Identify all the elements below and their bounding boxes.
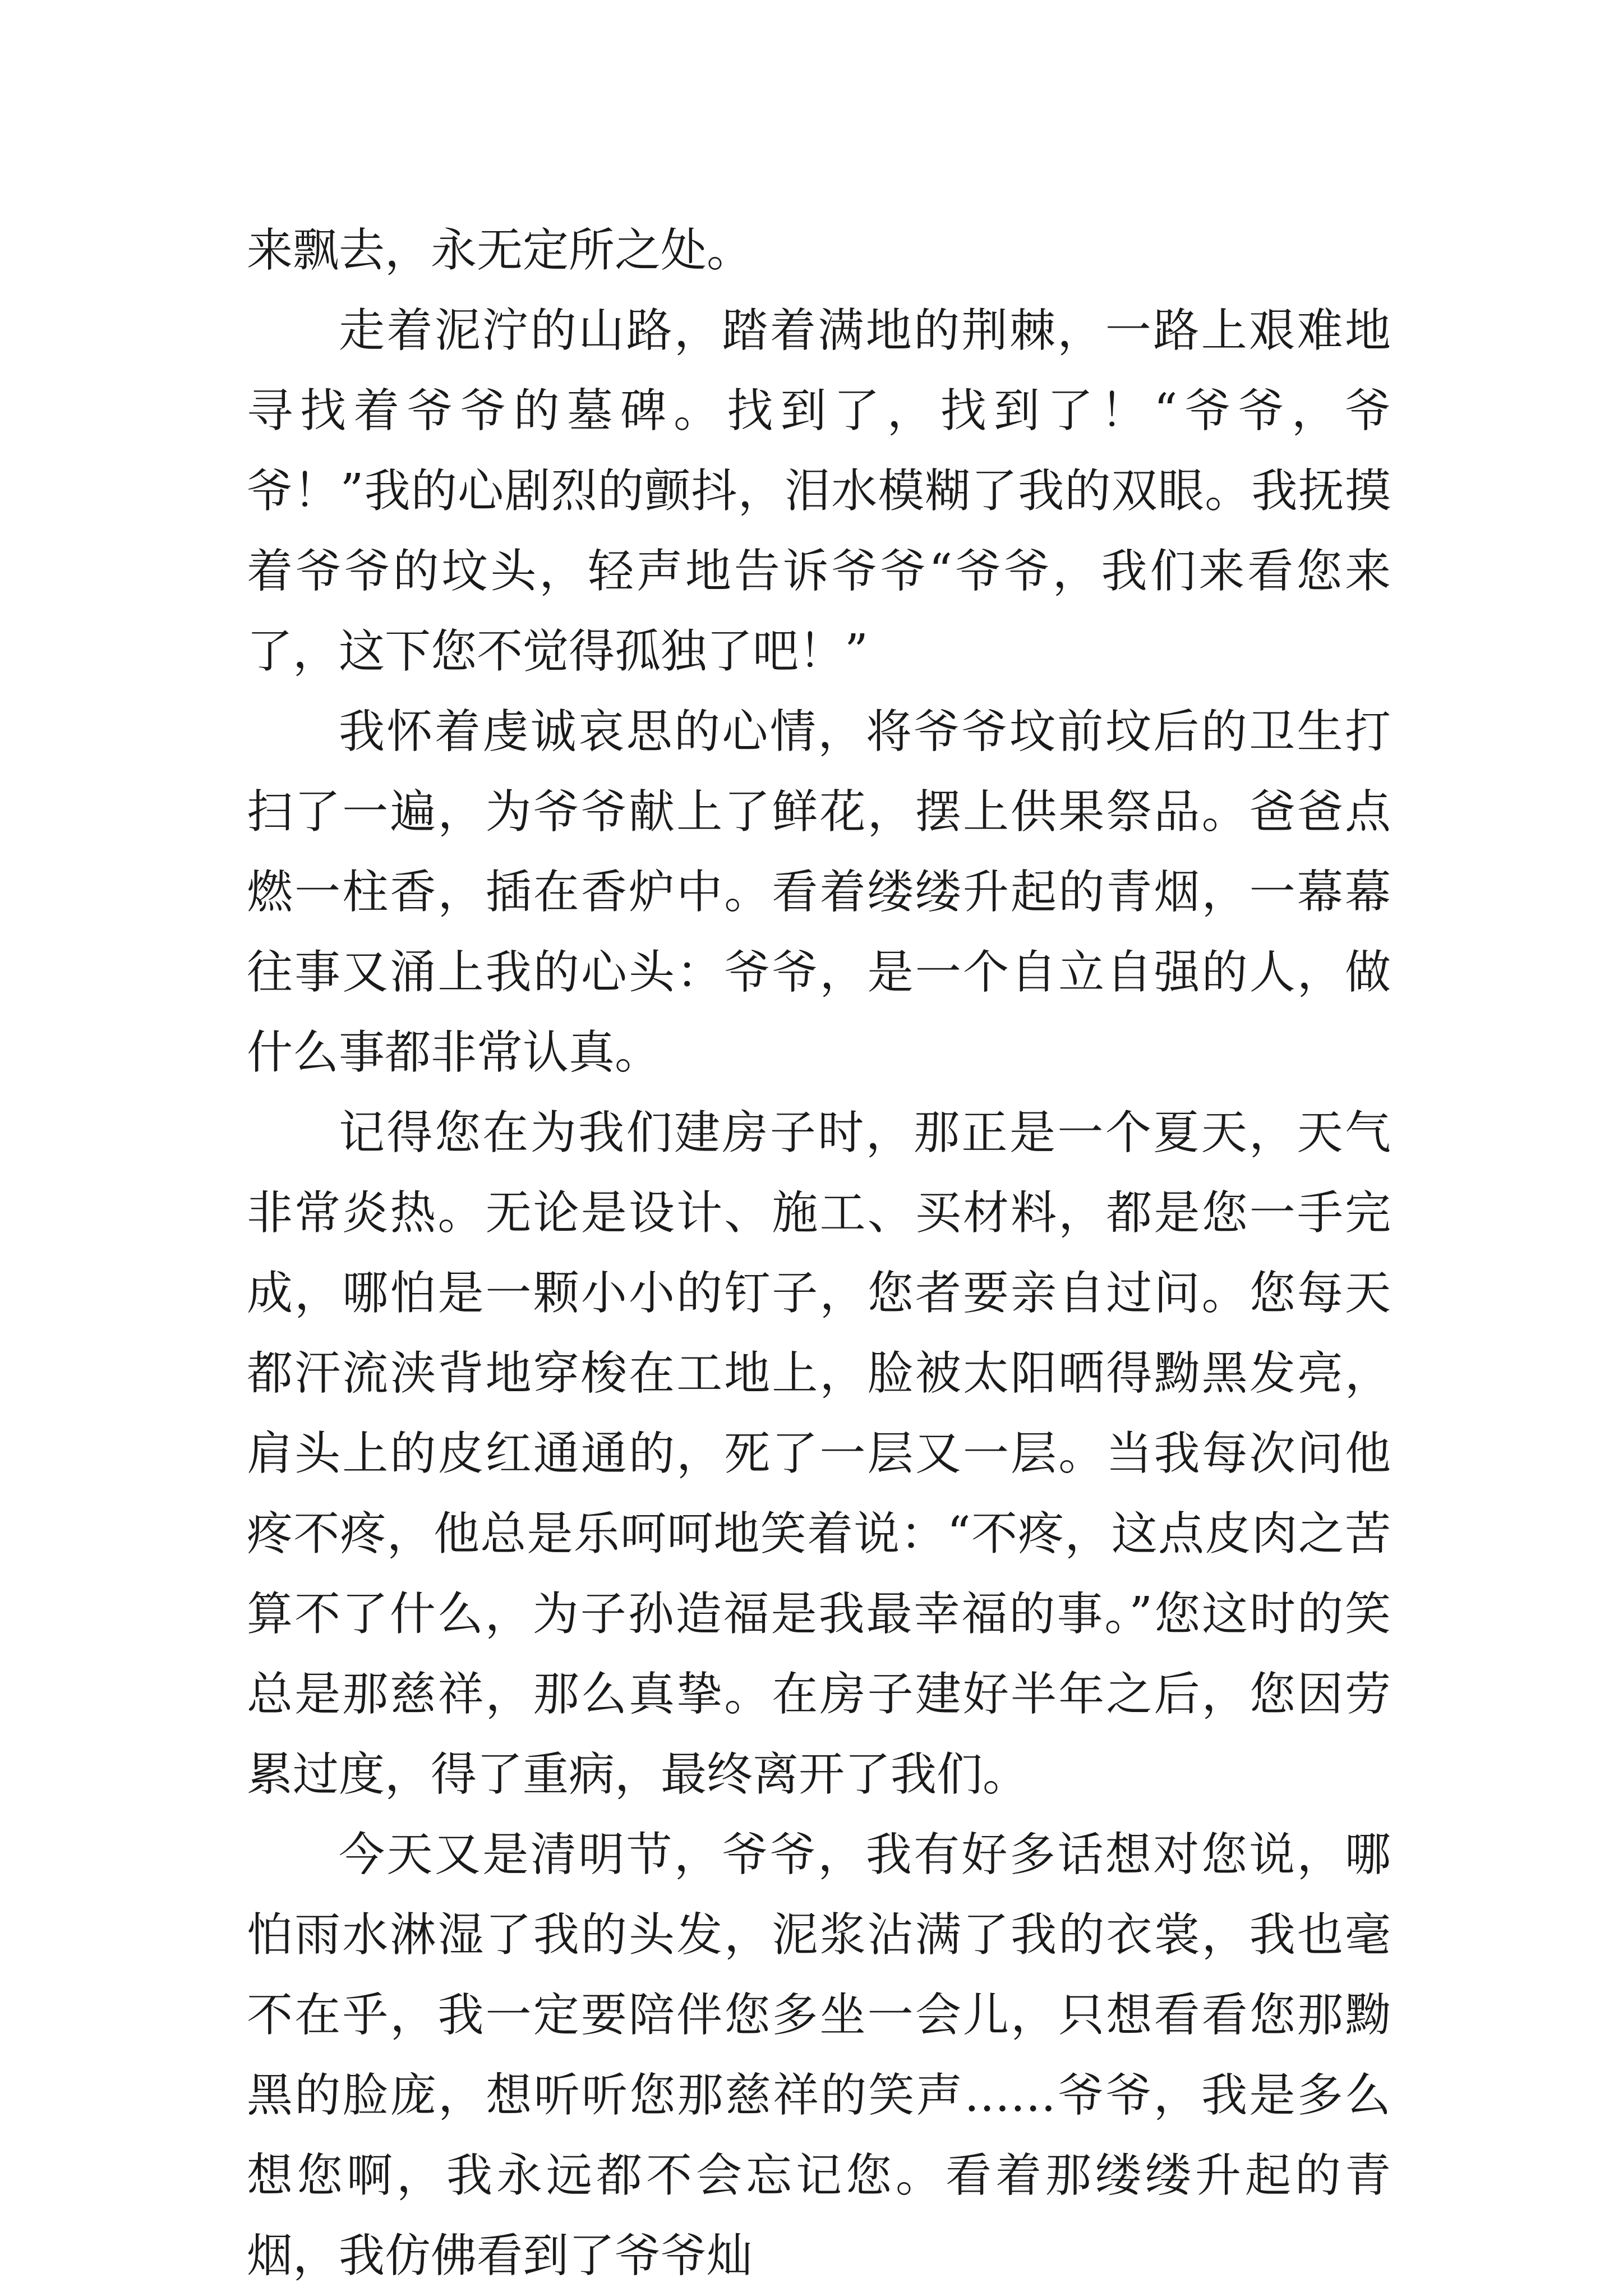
paragraph-qingming-day: 今天又是清明节，爷爷，我有好多话想对您说，哪怕雨水淋湿了我的头发，泥浆沾满了我的衣裳，我也毫不在乎，我一定要陪伴您多坐一会儿，只想看看您那黝黑的脸庞，想听听您那慈祥的笑声……爷爷，我是多么想您啊，我永远都不会忘记您。看着那缕缕升起的青烟，我仿佛看到了爷爷灿 — [247, 1828, 1391, 2283]
paragraph-continuation: 来飘去，永无定所之处。 — [247, 224, 753, 277]
document-body — [247, 210, 1391, 2296]
paragraph-sweeping-tomb: 我怀着虔诚哀思的心情，将爷爷坟前坟后的卫生打扫了一遍，为爷爷献上了鲜花，摆上供果祭品。爸爸点燃一柱香，插在香炉中。看着缕缕升起的青烟，一幕幕往事又涌上我的心头：爷爷，是一个自立自强的人，做什么事都非常认真。 — [247, 705, 1391, 1079]
paragraph-mountain-road: 走着泥泞的山路，踏着满地的荆棘，一路上艰难地寻找着爷爷的墓碑。找到了，找到了！“爷爷，爷爷！”我的心剧烈的颤抖，泪水模糊了我的双眼。我抚摸着爷爷的坟头，轻声地告诉爷爷“爷爷，我们来看您来了，这下您不觉得孤独了吧！” — [247, 304, 1391, 678]
paragraph-building-house: 记得您在为我们建房子时，那正是一个夏天，天气非常炎热。无论是设计、施工、买材料，都是您一手完成，哪怕是一颗小小的钉子，您者要亲自过问。您每天都汗流浃背地穿梭在工地上，脸被太阳晒得黝黑发亮，肩头上的皮红通通的，死了一层又一层。当我每次问他疼不疼，他总是乐呵呵地笑着说：“不疼，这点皮肉之苦算不了什么，为子孙造福是我最幸福的事。”您这时的笑总是那慈祥，那么真挚。在房子建好半年之后，您因劳累过度，得了重病，最终离开了我们。 — [247, 1106, 1391, 1801]
